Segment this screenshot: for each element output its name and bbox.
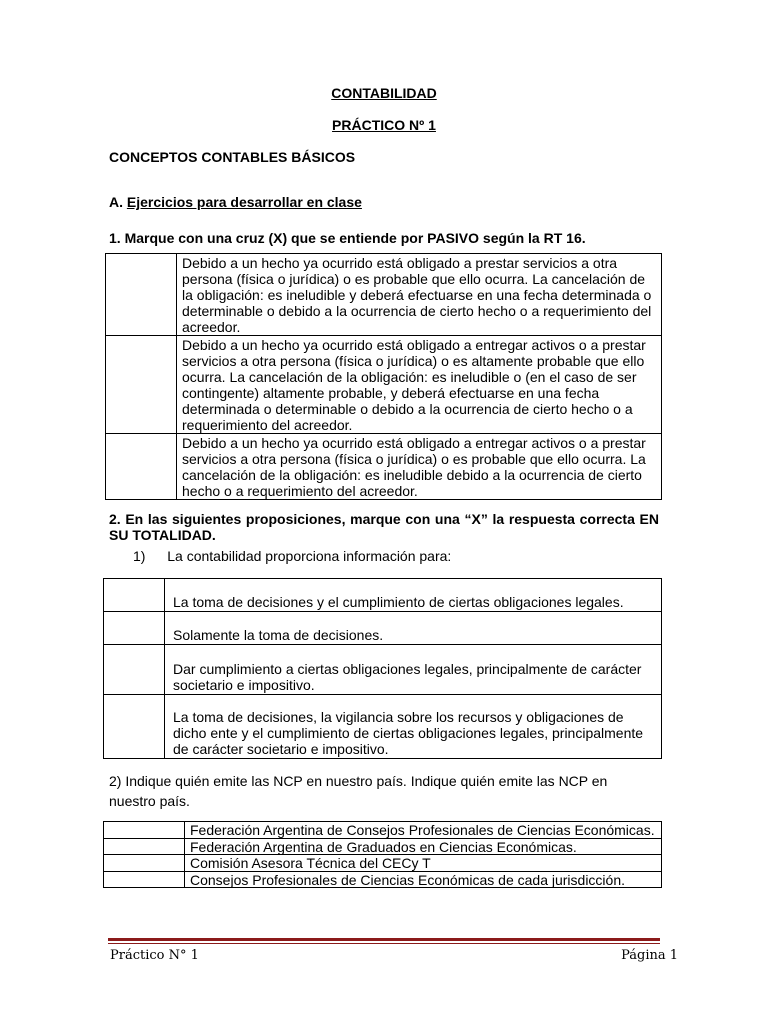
question-2-text: 2. En las siguientes proposiciones, marque con una “X” la respuesta correcta EN SU TOTALIDAD.: [109, 511, 659, 543]
option-text: Dar cumplimiento a ciertas obligaciones legales, principalmente de carácter societario e impositivo.: [165, 645, 662, 695]
table-row: [104, 579, 662, 612]
option-text: Federación Argentina de Consejos Profesionales de Ciencias Económicas.: [185, 822, 662, 839]
option-text: Comisión Asesora Técnica del CECy T: [185, 855, 662, 872]
section-a-prefix: A.: [109, 194, 127, 210]
sub-question-2-options-table: [103, 821, 662, 888]
footer-divider: [108, 938, 660, 941]
answer-checkbox[interactable]: [104, 871, 185, 888]
answer-checkbox[interactable]: [104, 612, 165, 645]
table-row: [104, 838, 662, 855]
table-row: [104, 695, 662, 759]
table-row: [104, 871, 662, 888]
section-a-heading: [109, 194, 362, 210]
option-text: Debido a un hecho ya ocurrido está obligado a entregar activos o a prestar servicios a otra persona (física o jurídica) o es altamente probable que ello ocurra. La cancelación de la obligación: es ineludible o (en el caso de ser contingente) altamente probable, y deberá efectuarse en una fecha determinada o determinable o debido a la ocurrencia de cierto hecho o a requerimiento del acreedor.: [177, 336, 662, 434]
footer-page-number: Página 1: [621, 948, 678, 963]
sub-question-1: [133, 548, 451, 564]
table-row: [106, 336, 662, 434]
footer-practice-label: Práctico N° 1: [110, 948, 199, 963]
table-row: [106, 434, 662, 500]
question-1-options-table: [105, 253, 662, 500]
option-text: Debido a un hecho ya ocurrido está obligado a prestar servicios a otra persona (física o jurídica) o es probable que ello ocurra. La cancelación de la obligación: es ineludible y deberá efectuarse en una fecha determinada o determinable o debido a la ocurrencia de cierto hecho o a requerimiento del acreedor.: [177, 254, 662, 336]
footer-divider-thin: [108, 943, 660, 944]
practice-title: PRÁCTICO Nº 1: [332, 117, 436, 133]
option-text: La toma de decisiones y el cumplimiento de ciertas obligaciones legales.: [165, 579, 662, 612]
answer-checkbox[interactable]: [104, 695, 165, 759]
answer-checkbox[interactable]: [104, 838, 185, 855]
option-text: Consejos Profesionales de Ciencias Económicas de cada jurisdicción.: [185, 871, 662, 888]
document-subject: CONTABILIDAD: [331, 85, 437, 101]
table-row: [106, 254, 662, 336]
option-text: Debido a un hecho ya ocurrido está obligado a entregar activos o a prestar servicios a otra persona (física o jurídica) o es probable que ello ocurra. La cancelación de la obligación: es ineludible debido a la ocurrencia de cierto hecho o a requerimiento del acreedor.: [177, 434, 662, 500]
sub-question-2-text: 2) Indique quién emite las NCP en nuestro país. Indique quién emite las NCP en nuestro país.: [109, 773, 608, 809]
topic-heading: CONCEPTOS CONTABLES BÁSICOS: [109, 149, 356, 165]
sub-question-1-text: La contabilidad proporciona información para:: [167, 548, 452, 564]
table-row: [104, 822, 662, 839]
table-row: [104, 855, 662, 872]
answer-checkbox[interactable]: [104, 645, 165, 695]
option-text: Federación Argentina de Graduados en Ciencias Económicas.: [185, 838, 662, 855]
option-text: La toma de decisiones, la vigilancia sobre los recursos y obligaciones de dicho ente y el cumplimiento de ciertas obligaciones legales, principalmente de carácter societario e impositivo.: [165, 695, 662, 759]
answer-checkbox[interactable]: [104, 822, 185, 839]
table-row: [104, 612, 662, 645]
answer-checkbox[interactable]: [106, 254, 177, 336]
question-1-text: 1. Marque con una cruz (X) que se entiende por PASIVO según la RT 16.: [109, 230, 586, 246]
sub-question-1-options-table: [103, 578, 662, 759]
table-row: [104, 645, 662, 695]
sub-question-1-number: 1): [133, 548, 146, 564]
answer-checkbox[interactable]: [104, 855, 185, 872]
answer-checkbox[interactable]: [106, 434, 177, 500]
answer-checkbox[interactable]: [106, 336, 177, 434]
answer-checkbox[interactable]: [104, 579, 165, 612]
option-text: Solamente la toma de decisiones.: [165, 612, 662, 645]
section-a-title: Ejercicios para desarrollar en clase: [126, 194, 362, 210]
